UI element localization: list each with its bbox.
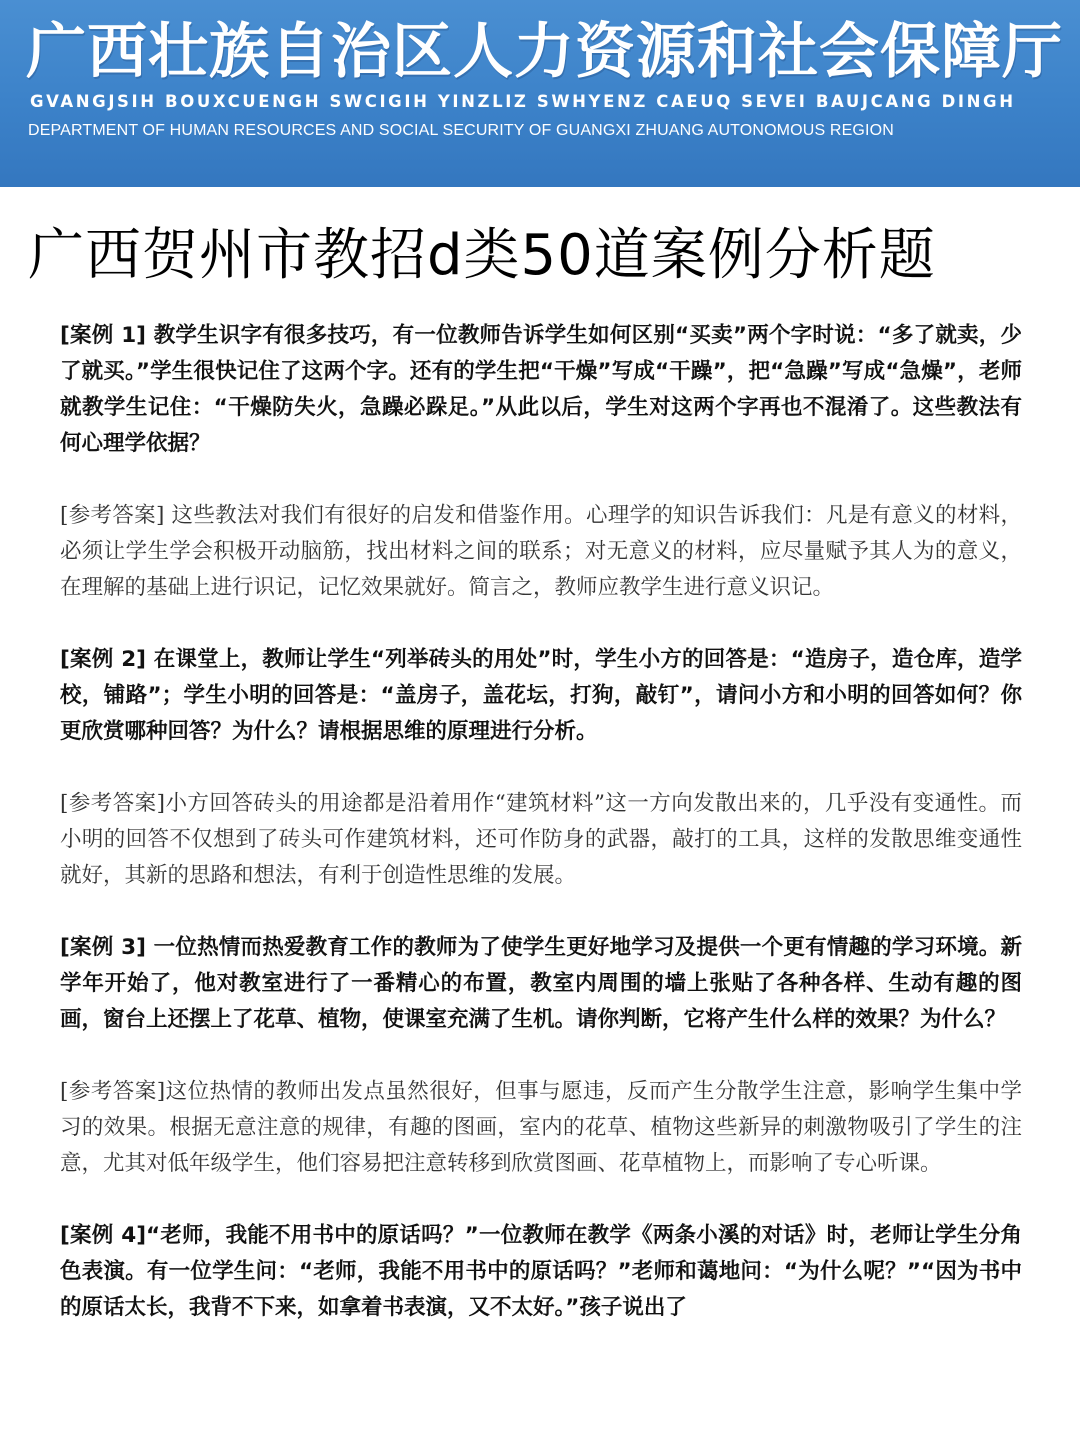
case-1-question: [案例 1] 教学生识字有很多技巧，有一位教师告诉学生如何区别“买卖”两个字时说：“多了就卖，少了就买。”学生很快记住了这两个字。还有的学生把“干燥”写成“干躁”，把“急躁”写成“急燥”，老师就教学生记住：“干燥防失火，急躁必跺足。”从此以后，学生对这两个字再也不混淆了。这些教法有何心理学依据？ — [60, 323, 1022, 456]
banner-zhuang-name: GVANGJSIH BOUXCUENGH SWCIGIH YINZLIZ SWHYENZ CAEUQ SEVEI BAUJCANG DINGH — [30, 92, 1016, 111]
case-3-answer: [参考答案]这位热情的教师出发点虽然很好，但事与愿违，反而产生分散学生注意，影响学生集中学习的效果。根据无意注意的规律，有趣的图画，室内的花草、植物这些新异的刺激物吸引了学生的注意，尤其对低年级学生，他们容易把注意转移到欣赏图画、花草植物上，而影响了专心听课。 — [60, 1079, 1022, 1176]
case-3-question: [案例 3] 一位热情而热爱教育工作的教师为了使学生更好地学习及提供一个更有情趣的学习环境。新学年开始了，他对教室进行了一番精心的布置，教室内周围的墙上张贴了各种各样、生动有趣的图画，窗台上还摆上了花草、植物，使课室充满了生机。请你判断，它将产生什么样的效果？为什么？ — [60, 935, 1022, 1032]
page-title: 广西贺州市教招d类50道案例分析题 — [28, 223, 936, 288]
case-1-answer: [参考答案] 这些教法对我们有很好的启发和借鉴作用。心理学的知识告诉我们：凡是有意义的材料，必须让学生学会积极开动脑筋，找出材料之间的联系；对无意义的材料，应尽量赋予其人为的意义，在理解的基础上进行识记，记忆效果就好。简言之，教师应教学生进行意义识记。 — [60, 503, 1022, 600]
case-4-question: [案例 4]“老师，我能不用书中的原话吗？”一位教师在教学《两条小溪的对话》时，老师让学生分角色表演。有一位学生问：“老师，我能不用书中的原话吗？”老师和蔼地问：“为什么呢？”“因为书中的原话太长，我背不下来，如拿着书表演，又不太好。”孩子说出了 — [60, 1223, 1022, 1320]
document-body — [60, 318, 1022, 1326]
case-2-question: [案例 2] 在课堂上，教师让学生“列举砖头的用处”时，学生小方的回答是：“造房子，造仓库，造学校，铺路”；学生小明的回答是：“盖房子，盖花坛，打狗，敲钉”，请问小方和小明的回答如何？你更欣赏哪种回答？为什么？请根据思维的原理进行分析。 — [60, 647, 1022, 744]
header-banner — [0, 0, 1080, 187]
case-2-answer: [参考答案]小方回答砖头的用途都是沿着用作“建筑材料”这一方向发散出来的，几乎没有变通性。而小明的回答不仅想到了砖头可作建筑材料，还可作防身的武器，敲打的工具，这样的发散思维变通性就好，其新的思路和想法，有利于创造性思维的发展。 — [60, 791, 1022, 888]
banner-title: 广西壮族自治区人力资源和社会保障厅 — [26, 17, 1063, 87]
banner-english-name: DEPARTMENT OF HUMAN RESOURCES AND SOCIAL SECURITY OF GUANGXI ZHUANG AUTONOMOUS REGION — [28, 122, 894, 139]
